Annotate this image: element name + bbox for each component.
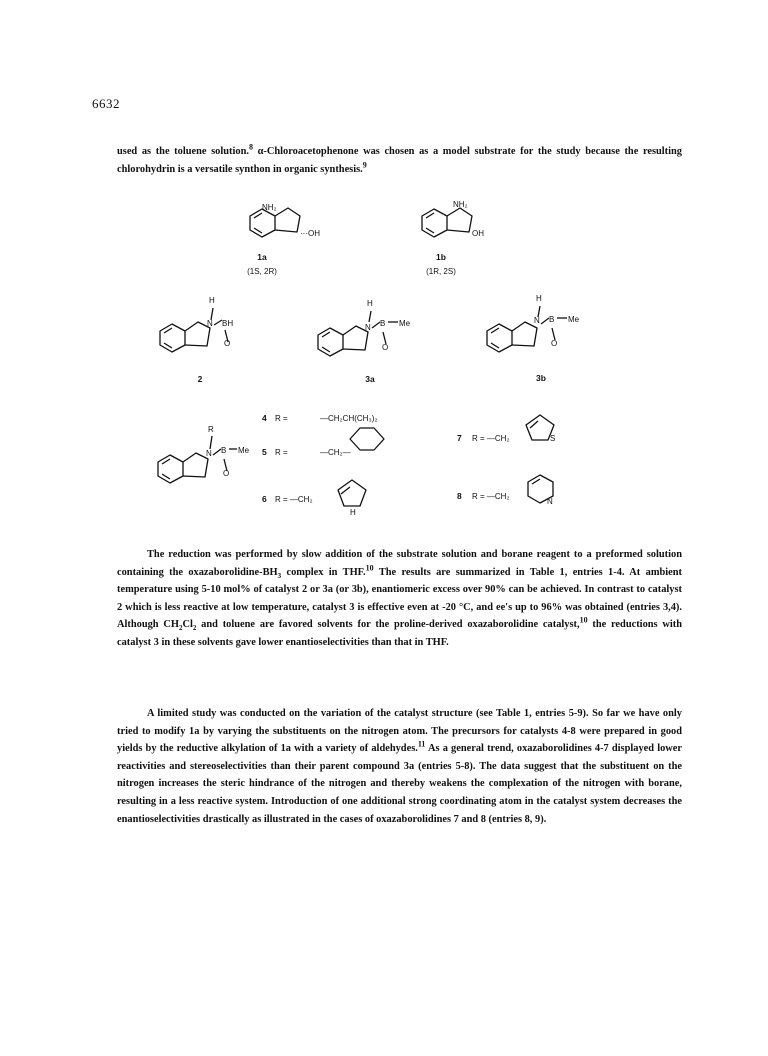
r-group-label: R [208, 425, 214, 434]
substituent-number: 6 [262, 494, 267, 504]
substituent-r: R = —CH₂ [472, 434, 510, 443]
nitrogen-label: N [534, 316, 540, 325]
text-run: and toluene are favored solvents for the proline-derived oxazaborolidine catalyst, [196, 619, 580, 631]
text-run: The reduction was performed by slow addition of the substrate solution and borane reagent to a preformed solution containing the oxazaborolidine-BH [117, 549, 682, 578]
boron-label: B [549, 315, 555, 324]
text-run: A limited study was conducted on the variation of the catalyst structure (see Table 1, entries 5-9). So far we have only tried to modify 1a by varying the substituents on the nitrogen atom. The precursors for catalysts 4-8 were prepared in good yields by the reductive alkylation of 1a with a variety of aldehydes. [117, 708, 682, 755]
paragraph-reduction [117, 546, 682, 652]
substituent-number: 5 [262, 447, 267, 457]
hydroxyl-label: ···OH [300, 229, 320, 238]
citation: 11 [417, 739, 426, 749]
substituent-r: R = [275, 448, 288, 457]
page-number: 6632 [92, 96, 120, 111]
text-run: used as the toluene solution. [117, 146, 249, 157]
methyl-label: Me [399, 319, 411, 328]
structure-2 [160, 308, 231, 352]
heteroatom-label: H [350, 508, 356, 517]
hydrogen-label: H [536, 294, 542, 303]
structure-1b [422, 208, 472, 237]
substituent-number: 7 [457, 433, 462, 443]
heteroatom-label: N [547, 497, 553, 506]
substituent-r: R = —CH₂ [472, 492, 510, 501]
configuration-1a: (1S, 2R) [247, 267, 277, 276]
text-run: α-Chloroacetophenone was chosen as a model substrate for the study because the resulting chlorohydrin is a versatile synthon in organic synthesis. [117, 146, 683, 175]
compound-label-2: 2 [197, 374, 203, 384]
text-run: Cl [182, 619, 193, 631]
oxygen-label: O [223, 469, 230, 478]
text-run: The results are summarized in Table 1, entries 1-4. At ambient temperature using 5-10 mol% of catalyst 2 or 3a (or 3b), enantiomeric excess over 90% can be achieved. In contrast to catalyst 2 which is less reactive at low temperature, catalyst 3 is effective even at -20 °C, and ee's up to 96% was obtained (entries 3,4). Although CH [117, 566, 682, 631]
citation: 10 [579, 615, 588, 625]
text-run: complex in THF. [281, 566, 366, 578]
citation: 10 [365, 563, 374, 573]
substituent-group: —CH₂CH(CH₃)₂ [320, 414, 378, 423]
compound-label-3a: 3a [365, 374, 375, 384]
compound-label-1a: 1a [257, 252, 267, 262]
substituent-number: 4 [262, 413, 267, 423]
text-run: As a general trend, oxazaborolidines 4-7 displayed lower reactivities and stereoselectivities than their parent compound 3a (entries 5-8). The data suggest that the substituent on the nitrogen increases the steric hindrance of the nitrogen and thereby weakens the complexation of the nitrogen with borane, resulting in a less reactive system. Introduction of one additional strong coordinating atom in the catalyst system decreases the enantioselectivities drastically as illustrated in the cases of oxazaborolidines 7 and 8 (entries 8, 9). [117, 743, 682, 825]
oxygen-label: O [224, 339, 231, 348]
boron-label: BH [222, 319, 234, 328]
boron-label: B [380, 319, 386, 328]
text-run: the reductions with catalyst 3 in these solvents gave lower enantioselectivities than that in THF. [117, 619, 683, 648]
configuration-1b: (1R, 2S) [426, 267, 456, 276]
subscript: 3 [277, 571, 282, 580]
oxygen-label: O [551, 339, 558, 348]
citation: 9 [362, 160, 367, 170]
boron-label: B [221, 446, 227, 455]
subscript: 2 [178, 624, 183, 633]
amine-label: NH₂ [453, 200, 468, 209]
substituent-group: —CH₂— [320, 448, 351, 457]
nitrogen-label: N [207, 319, 213, 328]
methyl-label: Me [238, 446, 250, 455]
compound-label-1b: 1b [436, 252, 446, 262]
cyclohexyl-ring [350, 428, 384, 450]
oxygen-label: O [382, 343, 389, 352]
citation: 8 [248, 142, 253, 152]
subscript: 2 [192, 624, 197, 633]
hydrogen-label: H [209, 296, 215, 305]
structure-1a [250, 208, 300, 237]
amine-label: NH₂ [262, 203, 277, 212]
heteroatom-label: S [550, 434, 556, 443]
hydrogen-label: H [367, 299, 373, 308]
substituent-r: R = [275, 414, 288, 423]
nitrogen-label: N [365, 323, 371, 332]
compound-label-3b: 3b [536, 373, 546, 383]
nitrogen-label: N [206, 449, 212, 458]
methyl-label: Me [568, 315, 580, 324]
substituent-r: R = —CH₂ [275, 495, 313, 504]
substituent-number: 8 [457, 491, 462, 501]
paragraph-catalyst-study [117, 705, 682, 828]
hydroxyl-label: OH [472, 229, 484, 238]
